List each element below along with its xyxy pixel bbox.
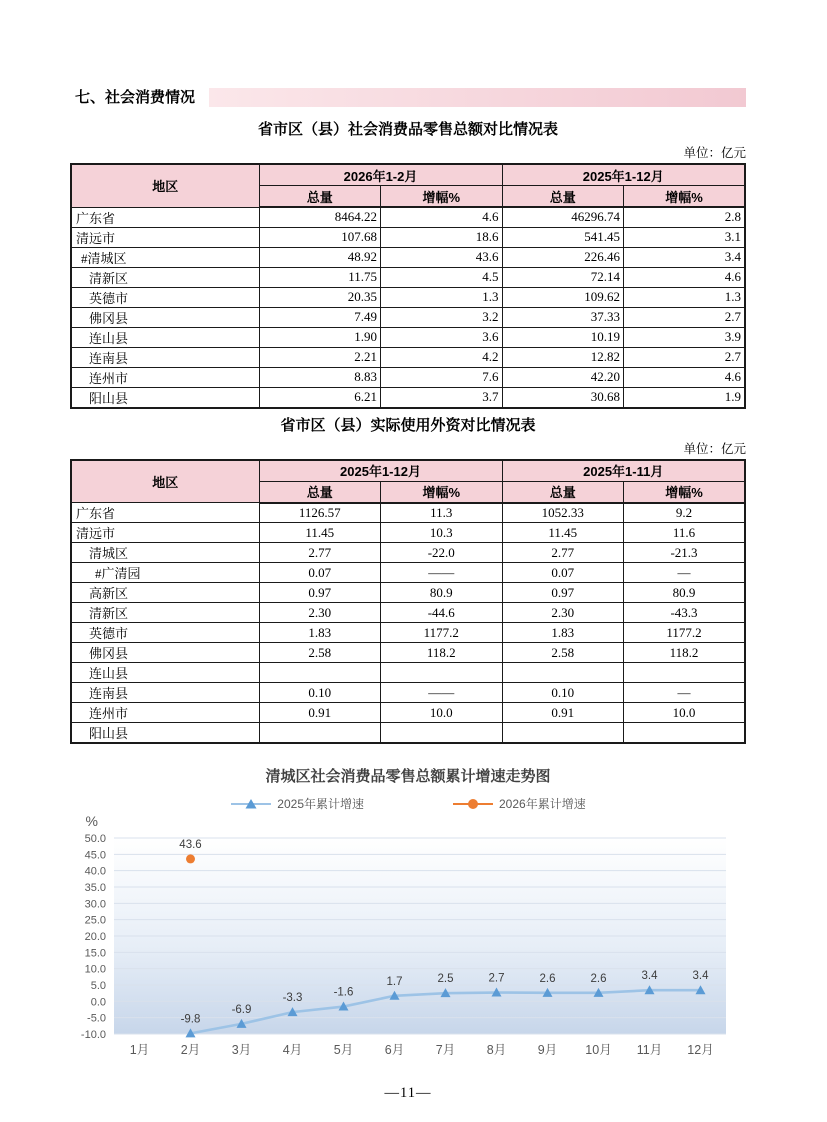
table-row [71,703,745,723]
legend-label-2026: 2026年累计增速 [499,797,586,812]
svg-text:7月: 7月 [435,1043,456,1058]
value-cell: 80.9 [623,583,745,603]
value-cell: 4.2 [381,347,502,367]
value-cell: 118.2 [623,643,745,663]
value-cell: 3.7 [381,387,502,408]
svg-text:3.4: 3.4 [692,970,709,983]
table-row [71,683,745,703]
legend-item-2026 [452,795,586,812]
region-cell: 连南县 [71,347,259,367]
table-row [71,347,745,367]
value-cell: -21.3 [623,543,745,563]
region-cell: 阳山县 [71,723,259,744]
region-cell: #广清园 [71,563,259,583]
foreign-capital-table [70,459,746,745]
value-cell: 0.97 [502,583,623,603]
region-cell: 连山县 [71,327,259,347]
region-cell: 连州市 [71,703,259,723]
value-cell: 2.30 [259,603,380,623]
retail-table-unit-label: 单位：亿元 [683,146,746,160]
fdi-table-unit-label: 单位：亿元 [683,441,746,456]
table-row [71,643,745,663]
svg-text:43.6: 43.6 [179,839,202,852]
table-row [71,723,745,744]
value-cell: 0.91 [259,703,380,723]
header-region: 地区 [71,460,259,503]
header-growth-1: 增幅% [381,481,502,503]
table-row [71,543,745,563]
table-row [71,327,745,347]
value-cell: —— [381,563,502,583]
table-row [71,207,745,227]
value-cell: 1.83 [259,623,380,643]
value-cell: 7.49 [259,307,380,327]
line-circle-marker-icon [452,798,494,810]
value-cell: 1126.57 [259,503,380,523]
region-cell: 阳山县 [71,387,259,408]
value-cell: 2.58 [259,643,380,663]
value-cell [623,663,745,683]
header-total-1: 总量 [259,186,380,208]
svg-text:2.5: 2.5 [437,973,454,986]
svg-text:10.0: 10.0 [84,963,106,976]
value-cell [259,723,380,744]
value-cell: 3.6 [381,327,502,347]
header-group-2: 2025年1-11月 [502,460,745,482]
region-cell: 英德市 [71,287,259,307]
svg-text:2月: 2月 [180,1043,201,1058]
value-cell: 3.2 [381,307,502,327]
value-cell: 541.45 [502,227,623,247]
svg-text:35.0: 35.0 [84,882,106,895]
value-cell: 48.92 [259,247,380,267]
table-row [71,387,745,408]
value-cell: 10.0 [381,703,502,723]
value-cell: 2.30 [502,603,623,623]
value-cell: 2.7 [623,307,745,327]
svg-text:40.0: 40.0 [84,865,106,878]
header-growth-2: 增幅% [623,186,745,208]
header-growth-1: 增幅% [381,186,502,208]
value-cell: 4.6 [381,207,502,227]
fdi-table-title: 省市区（县）实际使用外资对比情况表 [280,416,536,434]
value-cell: 42.20 [502,367,623,387]
value-cell: 20.35 [259,287,380,307]
svg-text:-3.3: -3.3 [282,992,303,1005]
value-cell: 0.07 [259,563,380,583]
svg-text:2.6: 2.6 [539,973,556,986]
value-cell: 1177.2 [623,623,745,643]
table-row [71,227,745,247]
svg-text:1月: 1月 [129,1043,150,1058]
value-cell: 3.4 [623,247,745,267]
region-cell: 清城区 [71,543,259,563]
value-cell: 4.6 [623,267,745,287]
value-cell: 118.2 [381,643,502,663]
value-cell [259,663,380,683]
svg-text:6月: 6月 [384,1043,405,1058]
fdi-table-body [71,503,745,744]
svg-text:-9.8: -9.8 [180,1013,201,1026]
value-cell: 8464.22 [259,207,380,227]
region-cell: 广东省 [71,503,259,523]
region-cell: 清新区 [71,603,259,623]
retail-table-body [71,207,745,408]
line-triangle-marker-icon [230,798,272,810]
value-cell: 11.75 [259,267,380,287]
value-cell: 80.9 [381,583,502,603]
value-cell: —— [381,683,502,703]
section-highlight-band [209,88,746,107]
fdi-table-header [71,460,745,503]
value-cell: 1177.2 [381,623,502,643]
svg-text:45.0: 45.0 [84,849,106,862]
svg-text:25.0: 25.0 [84,914,106,927]
region-cell: 连山县 [71,663,259,683]
region-cell: 清远市 [71,227,259,247]
retail-sales-table [70,163,746,409]
value-cell [502,723,623,744]
value-cell: 0.10 [502,683,623,703]
value-cell: 109.62 [502,287,623,307]
header-group-1: 2026年1-2月 [259,164,502,186]
svg-text:4月: 4月 [282,1043,303,1058]
value-cell: 4.6 [623,367,745,387]
growth-trend-chart [58,814,746,1071]
table-row [71,583,745,603]
table-row [71,623,745,643]
value-cell: 0.97 [259,583,380,603]
table-row [71,247,745,267]
value-cell: 1.3 [381,287,502,307]
region-cell: 佛冈县 [71,307,259,327]
value-cell: -44.6 [381,603,502,623]
value-cell: 0.10 [259,683,380,703]
value-cell: 1052.33 [502,503,623,523]
value-cell [381,663,502,683]
region-cell: 连州市 [71,367,259,387]
value-cell: 1.90 [259,327,380,347]
svg-text:2.6: 2.6 [590,973,607,986]
svg-text:1.7: 1.7 [386,975,403,988]
region-cell: 英德市 [71,623,259,643]
value-cell: — [623,563,745,583]
value-cell: 0.07 [502,563,623,583]
region-cell: 高新区 [71,583,259,603]
header-total-1: 总量 [259,481,380,503]
value-cell: 1.9 [623,387,745,408]
value-cell: 43.6 [381,247,502,267]
svg-text:5.0: 5.0 [90,980,106,993]
retail-table-header [71,164,745,207]
svg-text:11月: 11月 [636,1043,663,1058]
value-cell: 1.83 [502,623,623,643]
value-cell: -22.0 [381,543,502,563]
table-row [71,503,745,523]
svg-text:-10.0: -10.0 [80,1029,106,1042]
value-cell: 4.5 [381,267,502,287]
header-region: 地区 [71,164,259,207]
svg-text:-5.0: -5.0 [87,1012,106,1025]
value-cell: 12.82 [502,347,623,367]
value-cell: 10.19 [502,327,623,347]
value-cell [381,723,502,744]
value-cell: 18.6 [381,227,502,247]
page-content [70,0,746,1102]
value-cell: 3.9 [623,327,745,347]
header-group-2: 2025年1-12月 [502,164,745,186]
value-cell: 107.68 [259,227,380,247]
section-title: 七、社会消费情况 [75,89,196,106]
svg-text:30.0: 30.0 [84,898,106,911]
legend-item-2025 [230,795,364,812]
table-row [71,307,745,327]
svg-text:2.7: 2.7 [488,972,505,985]
table-row [71,563,745,583]
legend-label-2025: 2025年累计增速 [277,797,364,812]
chart-legend [70,795,746,812]
value-cell: 2.77 [502,543,623,563]
value-cell: 3.1 [623,227,745,247]
svg-text:3月: 3月 [231,1043,252,1058]
value-cell: 72.14 [502,267,623,287]
value-cell [502,663,623,683]
table-row [71,287,745,307]
value-cell: 6.21 [259,387,380,408]
value-cell [623,723,745,744]
region-cell: 清远市 [71,523,259,543]
section-heading-row [70,88,746,112]
chart-canvas [58,814,748,1066]
value-cell: 10.3 [381,523,502,543]
value-cell: 2.7 [623,347,745,367]
svg-text:9月: 9月 [537,1043,558,1058]
svg-text:15.0: 15.0 [84,947,106,960]
value-cell: 7.6 [381,367,502,387]
svg-text:%: % [85,814,98,830]
value-cell: 9.2 [623,503,745,523]
svg-text:-1.6: -1.6 [333,986,354,999]
value-cell: 226.46 [502,247,623,267]
svg-text:20.0: 20.0 [84,931,106,944]
header-total-2: 总量 [502,481,623,503]
svg-text:10月: 10月 [585,1043,612,1058]
value-cell: 8.83 [259,367,380,387]
table-row [71,663,745,683]
value-cell: 10.0 [623,703,745,723]
value-cell: 1.3 [623,287,745,307]
svg-text:-6.9: -6.9 [231,1004,252,1017]
chart-title: 清城区社会消费品零售总额累计增速走势图 [265,768,551,786]
header-total-2: 总量 [502,186,623,208]
value-cell: -43.3 [623,603,745,623]
region-cell: 清新区 [71,267,259,287]
value-cell: 30.68 [502,387,623,408]
retail-table-title: 省市区（县）社会消费品零售总额对比情况表 [257,121,558,138]
value-cell: 2.21 [259,347,380,367]
value-cell: 11.6 [623,523,745,543]
value-cell: — [623,683,745,703]
svg-text:0.0: 0.0 [90,996,106,1009]
page-number: —11— [384,1085,432,1102]
value-cell: 11.45 [502,523,623,543]
table-row [71,603,745,623]
value-cell: 0.91 [502,703,623,723]
svg-text:8月: 8月 [486,1043,507,1058]
svg-text:50.0: 50.0 [84,833,106,846]
region-cell: #清城区 [71,247,259,267]
table-row [71,267,745,287]
value-cell: 37.33 [502,307,623,327]
value-cell: 46296.74 [502,207,623,227]
svg-text:12月: 12月 [687,1043,714,1058]
value-cell: 2.58 [502,643,623,663]
header-group-1: 2025年1-12月 [259,460,502,482]
header-growth-2: 增幅% [623,481,745,503]
region-cell: 广东省 [71,207,259,227]
value-cell: 11.45 [259,523,380,543]
svg-text:3.4: 3.4 [641,970,658,983]
region-cell: 连南县 [71,683,259,703]
table-row [71,523,745,543]
value-cell: 2.77 [259,543,380,563]
svg-text:5月: 5月 [333,1043,354,1058]
table-row [71,367,745,387]
value-cell: 11.3 [381,503,502,523]
value-cell: 2.8 [623,207,745,227]
region-cell: 佛冈县 [71,643,259,663]
